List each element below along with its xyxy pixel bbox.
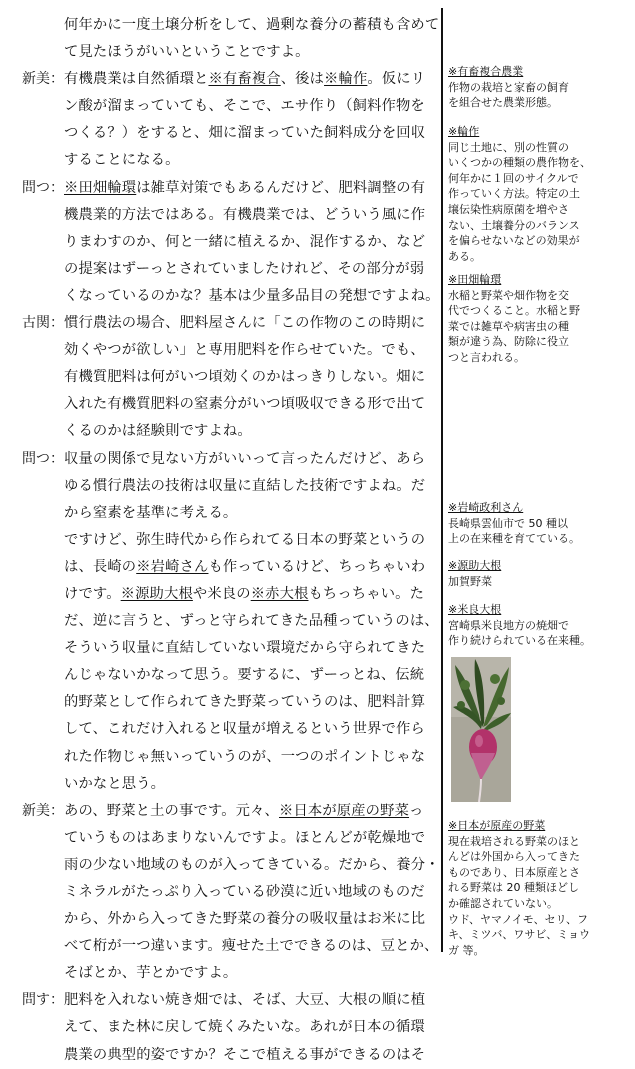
speaker-label: 問つ： xyxy=(22,179,64,196)
text-span: けです。 xyxy=(64,585,121,602)
paragraph-niimi-2 xyxy=(8,798,438,988)
sidenote-title: ※岩崎政利さん xyxy=(448,501,524,514)
sidenote-title: ※田畑輪環 xyxy=(448,273,502,286)
radish-photo xyxy=(451,657,511,802)
text-line: から、外から入ってきた野菜の養分の吸収量はお米に比 xyxy=(64,911,426,928)
text-line: 農業の典型的姿ですか？そこで植える事ができるのはそ xyxy=(64,1046,426,1063)
paragraph-continuation xyxy=(8,12,438,66)
text-line: つくる？）をすると、畑に溜まっていた飼料成分を回収 xyxy=(64,125,426,142)
text-line xyxy=(64,798,438,825)
footnote-ref-gensuke: ※源助大根 xyxy=(120,585,193,602)
paragraph-toitsu-2 xyxy=(8,446,438,798)
sidenote-title: ※米良大根 xyxy=(448,603,502,616)
sidenote-line: 加賀野菜 xyxy=(448,574,492,588)
text-line: することになる。 xyxy=(64,152,180,169)
sidenote-line: を偏らせないなどの効果が xyxy=(448,234,580,248)
sidenote-line: 作っていく方法。特定の土 xyxy=(448,187,580,201)
text-line: して、これだけ入れると収量が増えるという世界で作ら xyxy=(64,721,425,738)
text-span: あの、野菜と土の事です。元々、 xyxy=(64,802,279,819)
sidenote-chikusan-fukugo xyxy=(448,64,628,111)
text-span: も作っているけど、ちっちゃいわ xyxy=(208,558,426,575)
text-span: は、長崎の xyxy=(64,558,137,575)
sidenote-line: を組合せた農業形態。 xyxy=(448,96,558,110)
sidenote-line: つと言われる。 xyxy=(448,350,525,364)
sidenote-line: 現在栽培される野菜のほと xyxy=(448,834,580,848)
text-line: 何年かに一度土壌分析をして、過剰な養分の蓄積も含めて xyxy=(64,17,440,33)
paragraph-niimi-1 xyxy=(8,66,438,174)
sidenote-line: 代でつくること。水稲と野 xyxy=(448,304,580,318)
text-span: 、後は xyxy=(280,71,325,88)
sidenote-title: ※輪作 xyxy=(448,125,480,138)
text-line: そういう収量に直結していない環境だから守られてきた xyxy=(64,640,426,657)
sidenote-line: 菜では雑草や病害虫の種 xyxy=(448,319,569,333)
sidenote-line: 何年かに１回のサイクルで xyxy=(448,171,579,185)
text-line: そばとか、芋とかですよ。 xyxy=(64,965,238,982)
text-line: ン酸が溜まっていても、そこで、エサ作り（飼料作物を xyxy=(64,98,425,115)
sidenote-line: ない、土壌養分のバランス xyxy=(448,218,580,232)
sidenote-line: 類が違う為、防除に役立 xyxy=(448,335,569,349)
text-line xyxy=(64,581,438,608)
sidenote-line: ものであり、日本原産とさ xyxy=(448,865,580,879)
sidenote-line: 上の在来種を育てている。 xyxy=(448,532,580,546)
paragraph-toisu xyxy=(8,987,438,1068)
text-line xyxy=(64,175,438,202)
sidenote-denpata-rinkan xyxy=(448,272,628,366)
footnote-ref-rinsaku: ※輪作 xyxy=(324,71,368,88)
sidenote-line: んどは外国から入ってきた xyxy=(448,850,580,864)
sidenote-gensuke-daikon xyxy=(448,558,628,589)
text-line: 肥料を入れない焼き畑では、そば、大豆、大根の順に植 xyxy=(64,992,426,1009)
text-span: っ xyxy=(409,802,424,819)
text-line: て見たほうがいいということですよ。 xyxy=(64,44,310,61)
sidenote-line: 壌伝染性病原菌を増やさ xyxy=(448,202,569,216)
footnote-ref-denpata: ※田畑輪環 xyxy=(64,179,137,196)
text-line xyxy=(64,66,438,93)
text-line: れた作物じゃ無いっていうのが、一つのポイントじゃな xyxy=(64,748,426,765)
speaker-label: 古関： xyxy=(22,315,64,332)
sidenote-title: ※源助大根 xyxy=(448,559,502,572)
text-line: 有機質肥料は何がいつ頃効くのかはっきりしない。畑に xyxy=(64,369,426,386)
text-span: は雑草対策でもあるんだけど、肥料調整の有 xyxy=(136,179,426,196)
text-line: 効くやつが欲しい」と専用肥料を作らせていた。でも、 xyxy=(64,342,425,359)
sidenote-line: キ、ミツバ、ワサビ、ミョウ xyxy=(448,928,591,942)
text-line: いかなと思う。 xyxy=(64,775,166,792)
text-span: や米良の xyxy=(192,585,251,602)
sidenote-line: いくつかの種類の農作物を、 xyxy=(448,156,591,170)
speaker-label: 問つ： xyxy=(22,450,64,467)
text-line: 的野菜として作られてきた野菜っていうのは、肥料計算 xyxy=(64,694,426,711)
sidenote-line: 作物の栽培と家畜の飼育 xyxy=(448,80,569,94)
footnote-ref-chikusan: ※有畜複合 xyxy=(208,71,281,88)
column-divider xyxy=(441,8,443,952)
footnote-ref-iwasaki: ※岩崎さん xyxy=(136,558,209,575)
text-line: ミネラルがたっぷり入っている砂漠に近い地域のものだ xyxy=(64,884,425,900)
footnote-ref-nihon-gensan: ※日本が原産の野菜 xyxy=(279,802,410,819)
sidenote-line: か確認されていない。 xyxy=(448,896,558,910)
text-line: の提案はずーっとされていましたけれど、その部分が弱 xyxy=(64,260,425,277)
text-line: 慣行農法の場合、肥料屋さんに「この作物のこの時期に xyxy=(64,315,426,332)
sidenote-line: 長崎県雲仙市で 50 種以 xyxy=(448,516,568,530)
text-span: 有機農業は自然循環と xyxy=(64,71,209,88)
text-line: べて桁が一つ違います。痩せた土でできるのは、豆とか、 xyxy=(64,938,439,955)
sidenote-line: ガ 等。 xyxy=(448,943,485,957)
text-line: ゆる慣行農法の技術は収量に直結した技術ですよね。だ xyxy=(64,477,426,494)
text-line: 雨の少ない地域のものが入ってきている。だから、養分・ xyxy=(64,856,440,873)
footnote-ref-akadaikon: ※赤大根 xyxy=(250,585,309,602)
sidenote-mera-daikon xyxy=(448,602,628,649)
sidenote-title: ※有畜複合農業 xyxy=(448,65,524,78)
dialogue-column xyxy=(8,12,438,1069)
text-line: んじゃないかなって思う。要するに、ずーっとね、伝統 xyxy=(64,667,425,684)
sidenote-iwasaki xyxy=(448,500,628,547)
paragraph-toitsu-1 xyxy=(8,175,438,310)
text-span: 。仮にリ xyxy=(367,71,426,88)
speaker-label: 新美： xyxy=(22,71,64,88)
sidenote-line: 同じ土地に、別の性質の xyxy=(448,140,569,154)
sidenote-line: ウド、ヤマノイモ、セリ、フ xyxy=(448,912,589,926)
sidenote-rinsaku xyxy=(448,124,628,264)
speaker-label: 新美： xyxy=(22,802,64,819)
text-line: くなっているのかな？基本は少量多品目の発想ですよね。 xyxy=(64,287,440,304)
text-line: ていうものはあまりないんですよ。ほとんどが乾燥地で xyxy=(64,829,426,846)
sidenote-title: ※日本が原産の野菜 xyxy=(448,819,546,832)
text-line: から窒素を基準に考える。 xyxy=(64,504,238,521)
sidenote-line: 宮崎県米良地方の焼畑で xyxy=(448,618,569,632)
text-line: だ、逆に言うと、ずっと守られてきた品種っていうのは、 xyxy=(64,613,439,630)
text-line: 機農業的方法ではある。有機農業では、どういう風に作 xyxy=(64,206,426,223)
text-line: 収量の関係で見ない方がいいって言ったんだけど、あら xyxy=(64,450,426,467)
paragraph-koseki xyxy=(8,310,438,445)
text-line: えて、また林に戻して焼くみたいな。あれが日本の循環 xyxy=(64,1019,425,1036)
text-line xyxy=(64,554,438,581)
text-line: 入れた有機質肥料の窒素分がいつ頃吸収できる形で出て xyxy=(64,396,426,413)
sidenote-line: ある。 xyxy=(448,249,481,263)
sidenote-nihon-gensan xyxy=(448,818,628,958)
sidenote-line: 作り続けられている在来種。 xyxy=(448,634,591,648)
sidenote-line: れる野菜は 20 種類ほどし xyxy=(448,881,579,895)
text-span: もちっちゃい。た xyxy=(308,585,425,602)
text-line: ですけど、弥生時代から作られてる日本の野菜というの xyxy=(64,531,426,548)
sidenote-line: 水稲と野菜や畑作物を交 xyxy=(448,288,569,302)
text-line: くるのかは経験則ですよね。 xyxy=(64,423,252,440)
speaker-label: 問す： xyxy=(22,992,64,1009)
text-line: りまわすのか、何と一緒に植えるか、混作するか、など xyxy=(64,233,426,250)
